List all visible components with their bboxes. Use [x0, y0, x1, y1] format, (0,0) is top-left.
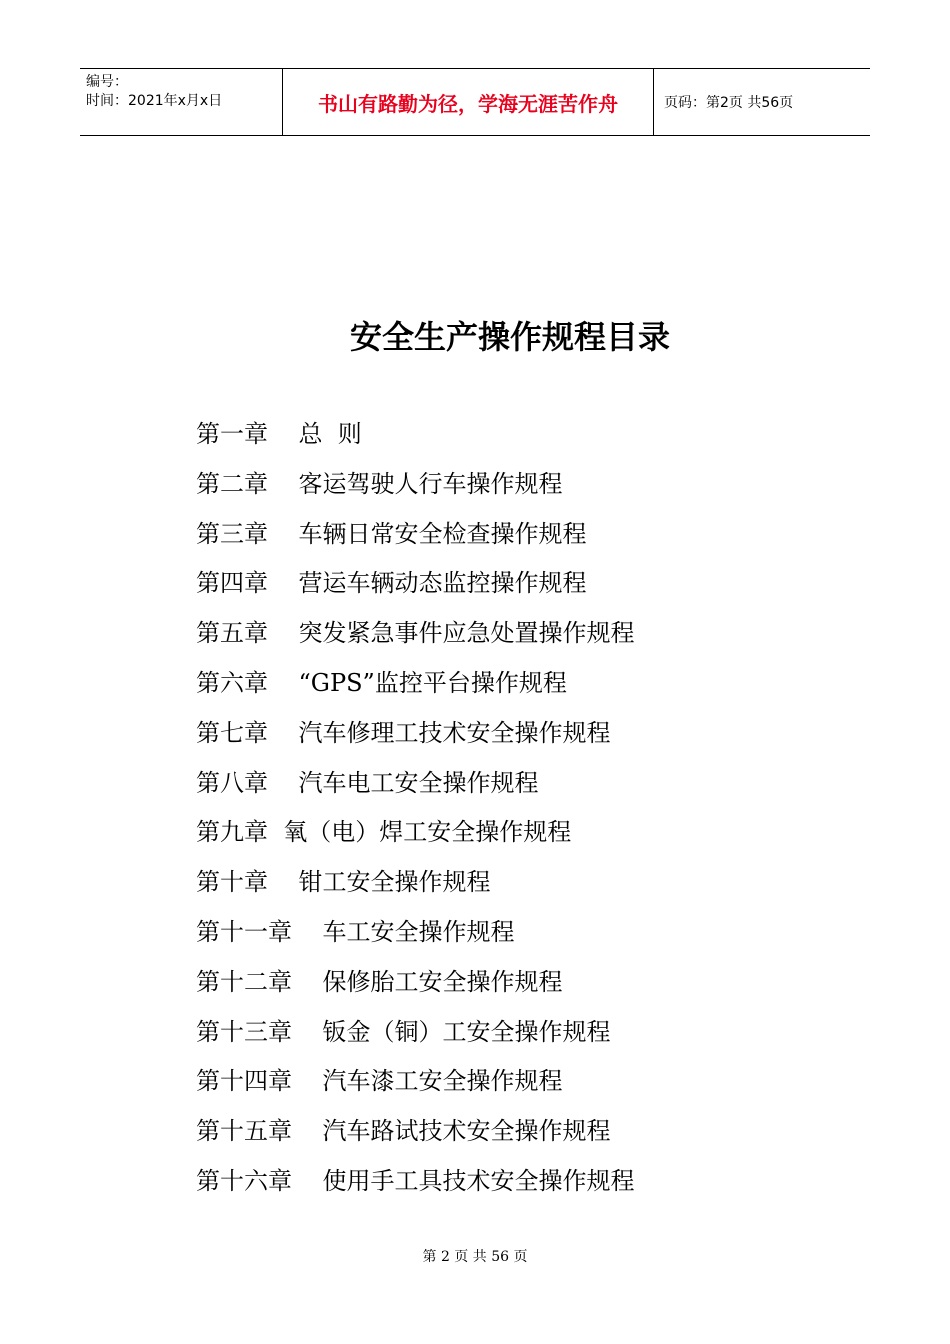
toc-item: 第五章 突发紧急事件应急处置操作规程 — [196, 619, 635, 648]
header-motto: 书山有路勤为径，学海无涯苦作舟 — [318, 91, 618, 116]
toc-item: 第三章 车辆日常安全检查操作规程 — [196, 519, 587, 548]
toc-item: 第九章 氧（电）焊工安全操作规程 — [196, 818, 572, 847]
table-of-contents — [196, 414, 635, 1211]
document-title: 安全生产操作规程目录 — [349, 318, 670, 356]
toc-item: 第八章 汽车电工安全操作规程 — [196, 768, 539, 797]
page-header — [80, 68, 870, 136]
toc-item: 第十一章 车工安全操作规程 — [196, 917, 515, 946]
toc-item: 第二章 客运驾驶人行车操作规程 — [196, 469, 563, 498]
toc-item: 第六章 “GPS”监控平台操作规程 — [196, 668, 567, 697]
toc-item: 第一章 总 则 — [196, 420, 362, 448]
header-motto-cell — [282, 69, 654, 135]
toc-item: 第七章 汽车修理工技术安全操作规程 — [196, 718, 611, 747]
toc-item: 第十三章 钣金（铜）工安全操作规程 — [196, 1017, 611, 1046]
toc-item: 第十二章 保修胎工安全操作规程 — [196, 967, 563, 996]
toc-item: 第十四章 汽车漆工安全操作规程 — [196, 1067, 563, 1096]
toc-item: 第十章 钳工安全操作规程 — [196, 868, 491, 897]
document-time-label: 时间：2021年x月x日 — [86, 93, 223, 109]
toc-item: 第十六章 使用手工具技术安全操作规程 — [196, 1166, 635, 1195]
toc-item: 第十五章 汽车路试技术安全操作规程 — [196, 1117, 611, 1146]
header-meta — [80, 69, 282, 135]
header-page-info: 页码：第2页 共56页 — [664, 95, 794, 111]
toc-item: 第四章 营运车辆动态监控操作规程 — [196, 569, 587, 598]
document-number-label: 编号： — [86, 74, 128, 90]
page-footer: 第 2 页 共 56 页 — [422, 1249, 528, 1265]
